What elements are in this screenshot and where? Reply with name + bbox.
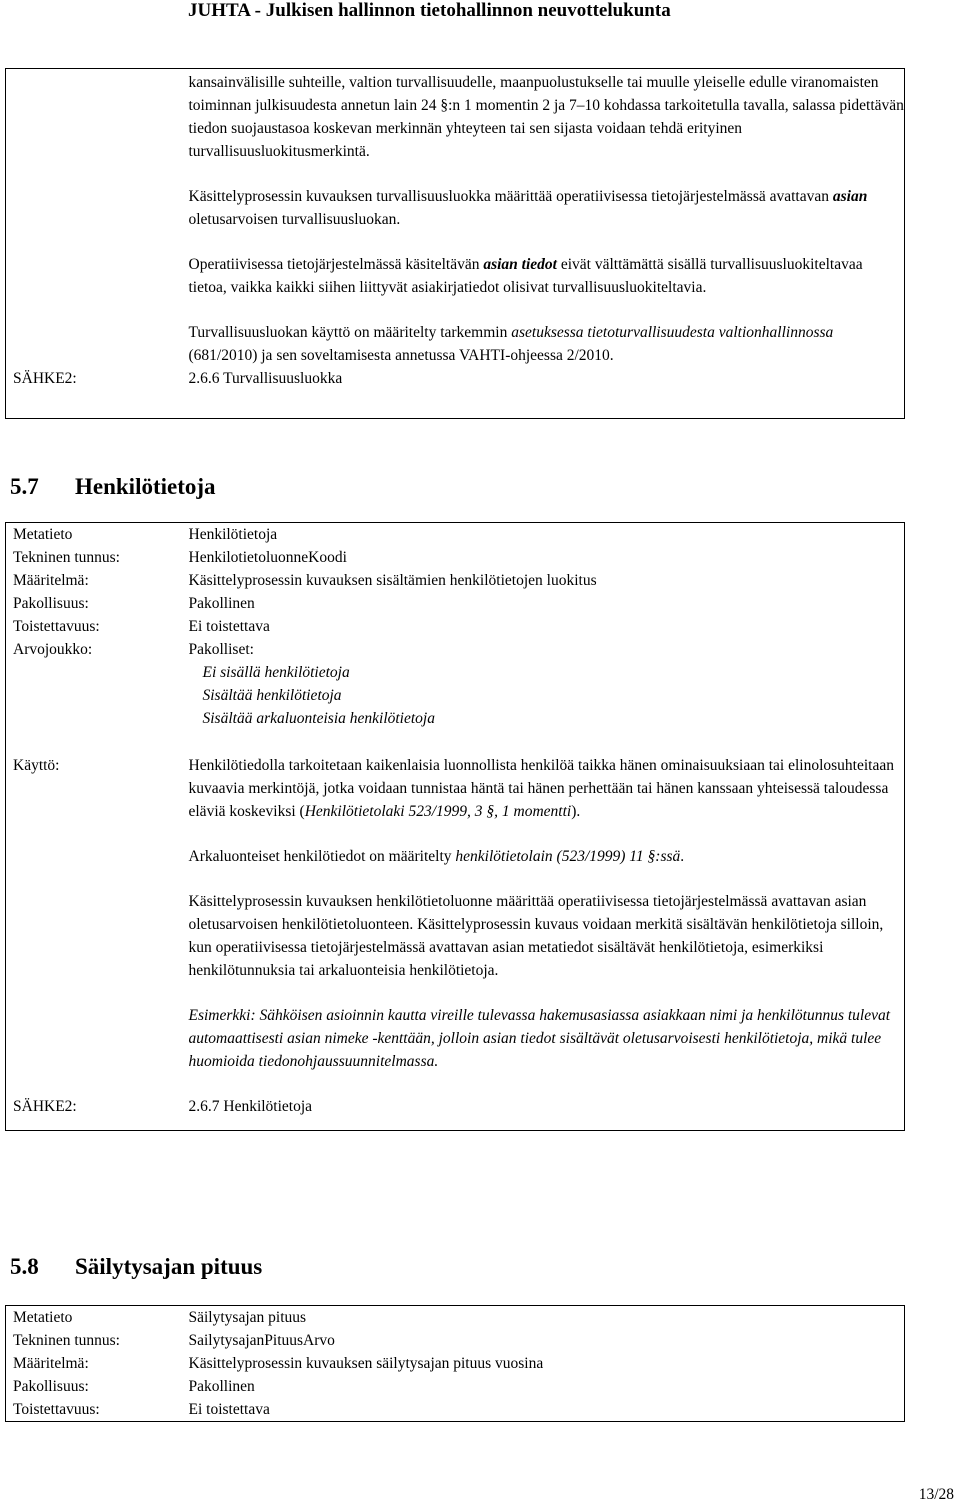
top-metadata-box — [5, 68, 905, 419]
sahke-value: 2.6.7 Henkilötietoja — [188, 1098, 313, 1115]
page-number: 13/28 — [918, 1486, 954, 1503]
table-row — [6, 592, 905, 615]
table-row — [6, 1375, 905, 1398]
pakollisuus-value: Pakollinen — [188, 1378, 255, 1395]
paragraph-classification: kansainvälisille suhteille, valtion turvallisuudelle, maanpuolustukselle tai muulle yleiselle edulle viranomaisten toiminnan julkisuudesta annetun lain 24 §:n 1 momentin 2 ja 7–10 kohdassa tarkoitetulla tavalla, salassa pidettävän tiedon suojaustasoa koskevan merkinnän yhteyteen tai sen sijasta voidaan tehdä erityinen turvallisuusluokitusmerkintä. — [188, 74, 904, 160]
table-row — [6, 1306, 905, 1330]
arvojoukko-value: Pakolliset: Ei sisällä henkilötietoja Sisältää henkilötietoja Sisältää arkaluonteisia henkilötietoja — [186, 638, 905, 730]
table-row — [6, 730, 905, 1073]
table-row — [6, 1073, 905, 1131]
toistettavuus-value: Ei toistettava — [188, 618, 270, 635]
arvojoukko-option: Sisältää henkilötietoja — [202, 687, 342, 704]
sahke-value: 2.6.6 Turvallisuusluokka — [188, 370, 343, 387]
metatieto-label: Metatieto — [13, 1309, 73, 1326]
tunnus-value: HenkilotietoluonneKoodi — [188, 549, 347, 566]
toistettavuus-label: Toistettavuus: — [13, 618, 100, 635]
pakollisuus-label: Pakollisuus: — [13, 595, 89, 612]
paragraph-security-class: Käsittelyprosessin kuvauksen turvallisuusluokka määrittää operatiivisessa tietojärjestelmässä avattavan asian oletusarvoisen turvallisuusluokan. — [188, 188, 868, 228]
maaritelma-value: Käsittelyprosessin kuvauksen säilytysajan pituus vuosina — [188, 1355, 544, 1372]
tunnus-value: SailytysajanPituusArvo — [188, 1332, 335, 1349]
table-row — [6, 615, 905, 638]
top-box-content — [186, 69, 905, 368]
page-header: JUHTA - Julkisen hallinnon tietohallinnon neuvottelukunta — [188, 0, 671, 21]
paragraph-regulation: Turvallisuusluokan käyttö on määritelty tarkemmin asetuksessa tietoturvallisuudesta valtionhallinnossa (681/2010) ja sen soveltamisesta annetussa VAHTI-ohjeessa 2/2010. — [188, 324, 834, 364]
section-heading-5-8: 5.8 Säilytysajan pituus — [10, 1254, 263, 1279]
arvojoukko-label: Arvojoukko: — [13, 641, 93, 658]
table-row — [6, 638, 905, 730]
table-row — [6, 569, 905, 592]
maaritelma-value: Käsittelyprosessin kuvauksen sisältämien henkilötietojen luokitus — [188, 572, 597, 589]
arvojoukko-option: Sisältää arkaluonteisia henkilötietoja — [202, 710, 435, 727]
metatieto-label: Metatieto — [13, 526, 73, 543]
pakollisuus-value: Pakollinen — [188, 595, 255, 612]
metadata-table-henkilotietoja — [5, 522, 905, 1131]
table-row — [6, 1329, 905, 1352]
sahke-label: SÄHKE2: — [13, 1098, 77, 1115]
table-row — [6, 1398, 905, 1422]
section-heading-5-7: 5.7 Henkilötietoja — [10, 474, 216, 499]
paragraph-operative-system: Operatiivisessa tietojärjestelmässä käsiteltävän asian tiedot eivät välttämättä sisällä turvallisuusluokiteltavaa tietoa, vaikka kaikki siihen liittyvät asiakirjatiedot olisivat turvallisuusluokiteltavia. — [188, 256, 863, 296]
sahke-label: SÄHKE2: — [13, 370, 77, 387]
maaritelma-label: Määritelmä: — [13, 572, 89, 589]
table-row — [6, 523, 905, 547]
tunnus-label: Tekninen tunnus: — [13, 1332, 120, 1349]
table-row — [6, 546, 905, 569]
arvojoukko-option: Ei sisällä henkilötietoja — [202, 664, 350, 681]
kaytto-label: Käyttö: — [13, 757, 60, 774]
maaritelma-label: Määritelmä: — [13, 1355, 89, 1372]
toistettavuus-value: Ei toistettava — [188, 1401, 270, 1418]
tunnus-label: Tekninen tunnus: — [13, 549, 120, 566]
pakollisuus-label: Pakollisuus: — [13, 1378, 89, 1395]
toistettavuus-label: Toistettavuus: — [13, 1401, 100, 1418]
kaytto-value: Henkilötiedolla tarkoitetaan kaikenlaisia luonnollista henkilöä taikka hänen ominaisuuksiaan tai elinolosuhteitaan kuvaavia merkintöjä, jotka voidaan tunnistaa häntä tai hänen perhettään tai hänen kanssaan yhteisessä taloudessa eläviä koskeviksi (Henkilötietolaki 523/1999, 3 §, 1 momentti). Arkaluonteiset henkilötiedot on määritelty henkilötietolain (523/1999) 11 §:ssä. Käsittelyprosessin kuvauksen henkilötietoluonne määrittää operatiivisessa tietojärjestelmässä avattavan asian oletusarvoisen henkilötietoluonteen. Käsittelyprosessin kuvaus voidaan merkitä sisältävän henkilötietoja silloin, kun operatiivisessa tietojärjestelmässä avattavan asian metatiedot sisältävät henkilötietoja, esimerkiksi henkilötunnuksia tai arkaluonteisia henkilötietoja. Esimerkki: Sähköisen asioinnin kautta vireille tulevassa hakemusasiassa asiakkaan nimi ja henkilötunnus tulevat automaattisesti asian nimeke -kenttään, jolloin asian tiedot sisältävät oletusarvoisesti henkilötietoja, mikä tulee huomioida tiedonohjaussuunnitelmassa. — [188, 757, 894, 1070]
metatieto-value: Henkilötietoja — [188, 526, 278, 543]
table-row — [6, 1352, 905, 1375]
metatieto-value: Säilytysajan pituus — [188, 1309, 307, 1326]
metadata-table-sailytysaika — [5, 1305, 905, 1422]
